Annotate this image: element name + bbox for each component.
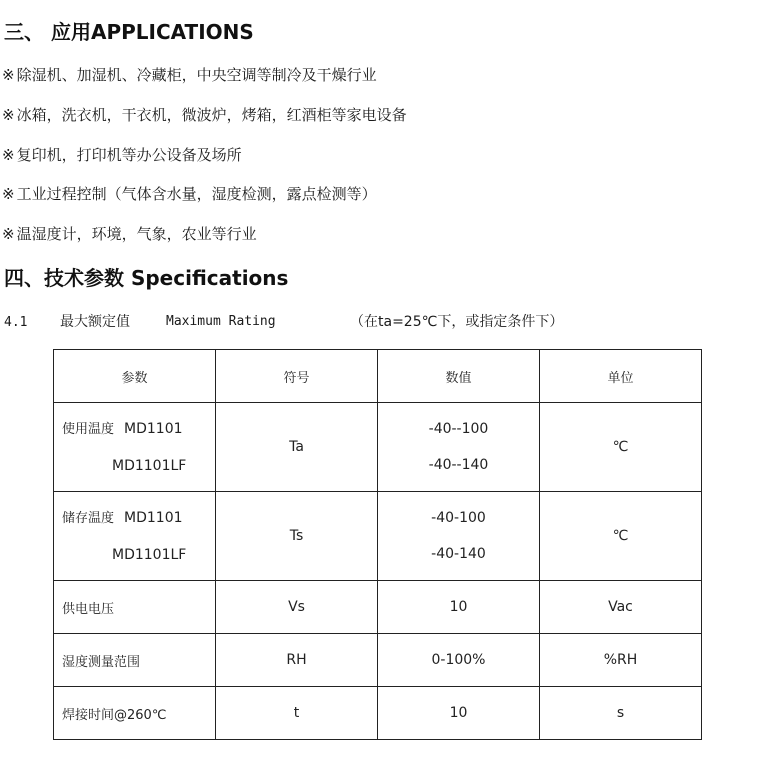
reference-mark-icon: ※ [2,106,15,124]
subsection-number: 4.1 [4,315,28,330]
unit-cell: ℃ [540,492,702,581]
application-text: 温湿度计，环境，气象，农业等行业 [16,225,257,243]
param-cell: 焊接时间@260℃ [54,687,216,740]
application-item [2,65,377,85]
unit-cell: ℃ [540,403,702,492]
reference-mark-icon: ※ [2,185,15,203]
value-line: -40--100 [428,421,489,437]
application-item [2,224,257,244]
value-cell: 10 [378,581,540,634]
param-cell: 供电电压 [54,581,216,634]
param-cell: 湿度测量范围 [54,634,216,687]
subsection-title-en: Maximum Rating [166,314,276,329]
table-row [54,687,702,740]
value-line: -40--140 [428,457,489,473]
application-text: 复印机，打印机等办公设备及场所 [16,146,242,164]
param-cell [54,492,216,581]
header-parameter: 参数 [54,350,216,403]
model-label: MD1101 [124,509,183,526]
reference-mark-icon: ※ [2,225,15,243]
unit-cell: Vac [540,581,702,634]
application-item [2,184,377,204]
application-text: 除湿机、加湿机、冷藏柜，中央空调等制冷及干燥行业 [16,66,377,84]
value-cell [378,492,540,581]
rating-condition: （在ta=25℃下，或指定条件下） [350,314,564,330]
table-row [54,581,702,634]
symbol-cell: t [216,687,378,740]
param-cell [54,403,216,492]
table-row [54,634,702,687]
subsection-title-cn: 最大额定值 [60,314,130,330]
application-text: 冰箱，洗衣机，干衣机，微波炉，烤箱，红酒柜等家电设备 [16,106,407,124]
model-label: MD1101LF [112,457,187,474]
unit-cell: %RH [540,634,702,687]
max-rating-table [53,349,702,740]
table-row [54,492,702,581]
section-4-heading: 四、技术参数 Specifications [4,266,289,290]
param-label: 储存温度 [62,510,115,526]
reference-mark-icon: ※ [2,146,15,164]
header-symbol: 符号 [216,350,378,403]
symbol-cell: Ts [216,492,378,581]
header-value: 数值 [378,350,540,403]
symbol-cell: Vs [216,581,378,634]
symbol-cell: Ta [216,403,378,492]
value-cell: 10 [378,687,540,740]
unit-cell: s [540,687,702,740]
table-header-row [54,350,702,403]
max-rating-line [4,312,564,333]
value-cell: 0-100% [378,634,540,687]
application-item [2,145,242,165]
header-unit: 单位 [540,350,702,403]
application-item [2,105,407,125]
reference-mark-icon: ※ [2,66,15,84]
table-row [54,403,702,492]
section-3-heading: 三、 应用APPLICATIONS [4,20,254,44]
param-label: 使用温度 [62,421,115,437]
value-line: -40-140 [431,546,486,562]
model-label: MD1101 [124,420,183,437]
application-text: 工业过程控制（气体含水量，湿度检测，露点检测等） [16,185,377,203]
value-cell [378,403,540,492]
symbol-cell: RH [216,634,378,687]
model-label: MD1101LF [112,546,187,563]
value-line: -40-100 [431,510,486,526]
